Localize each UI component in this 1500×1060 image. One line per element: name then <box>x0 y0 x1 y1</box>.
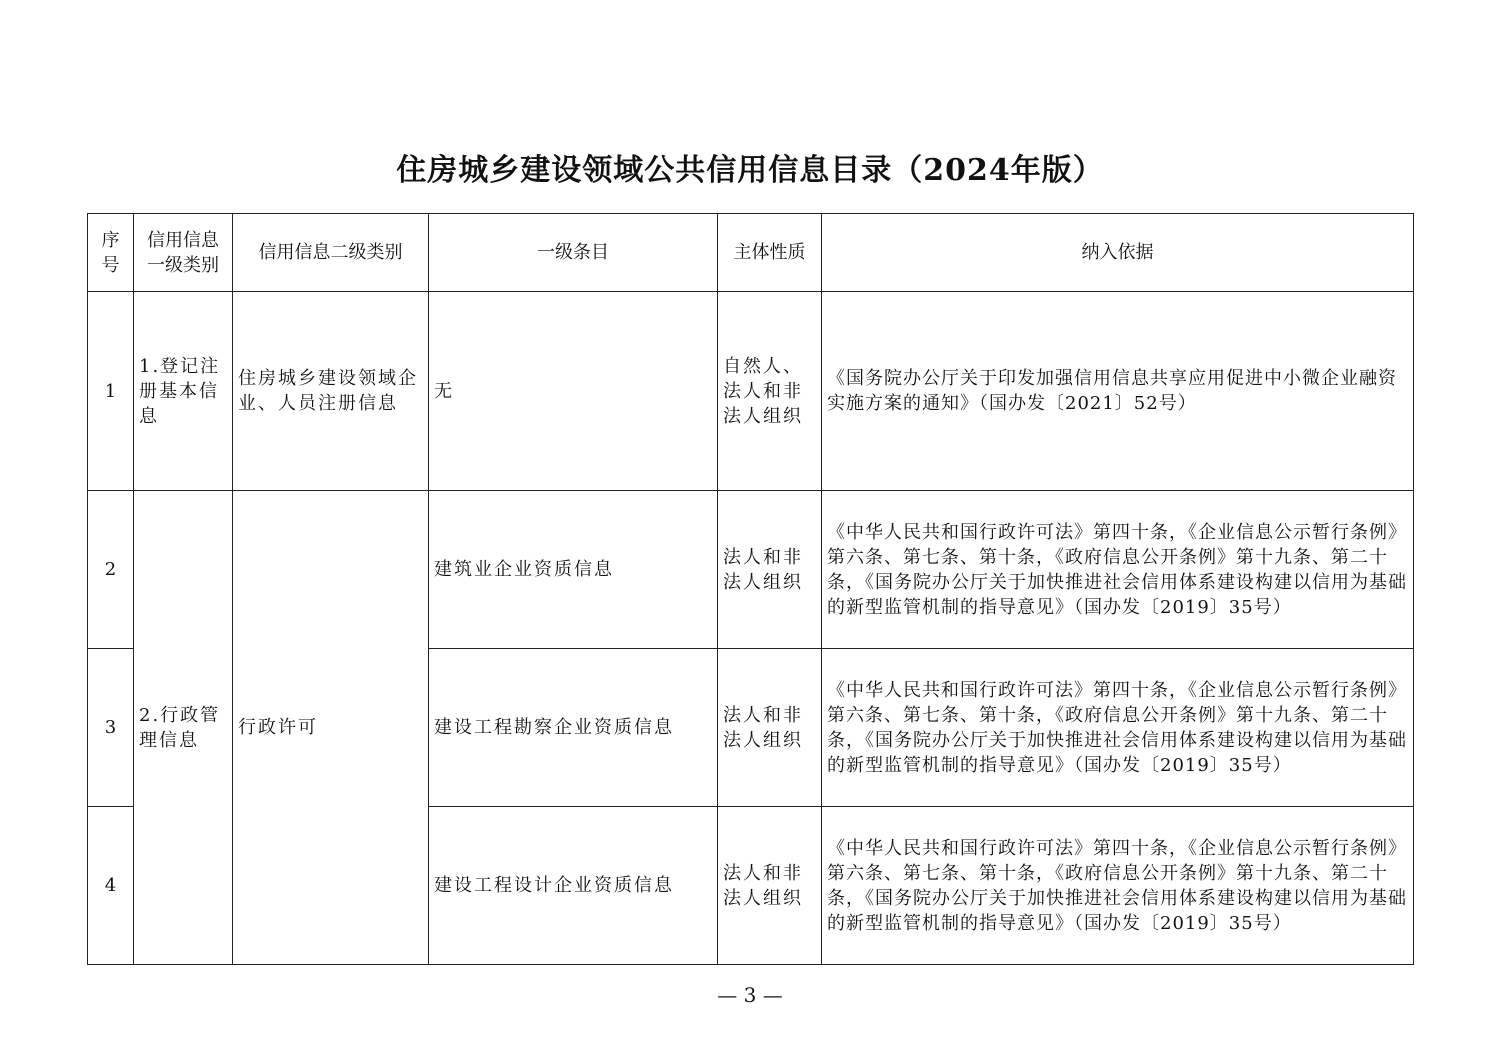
row-level1-category: 1.登记注册基本信息 <box>134 292 233 491</box>
row-item: 建设工程设计企业资质信息 <box>429 807 718 965</box>
header-seq: 序号 <box>88 214 134 292</box>
row-seq: 2 <box>88 491 134 649</box>
row-seq: 3 <box>88 649 134 807</box>
table-header-row <box>88 214 1414 292</box>
row-basis: 《中华人民共和国行政许可法》第四十条，《企业信息公示暂行条例》第六条、第七条、第十条，《政府信息公开条例》第十九条、第二十条，《国务院办公厅关于加快推进社会信用体系建设构建以信用为基础的新型监管机制的指导意见》（国办发〔2019〕35号） <box>822 649 1414 807</box>
row-level1-category: 2.行政管理信息 <box>134 491 233 965</box>
table-row <box>88 292 1414 491</box>
row-subject-nature: 自然人、法人和非法人组织 <box>718 292 822 491</box>
row-item: 无 <box>429 292 718 491</box>
header-item: 一级条目 <box>429 214 718 292</box>
row-subject-nature: 法人和非法人组织 <box>718 649 822 807</box>
header-level1-category: 信用信息一级类别 <box>134 214 233 292</box>
row-item: 建筑业企业资质信息 <box>429 491 718 649</box>
row-basis: 《国务院办公厅关于印发加强信用信息共享应用促进中小微企业融资实施方案的通知》（国办发〔2021〕52号） <box>822 292 1414 491</box>
row-level2-category: 行政许可 <box>233 491 429 965</box>
row-seq: 1 <box>88 292 134 491</box>
row-basis: 《中华人民共和国行政许可法》第四十条，《企业信息公示暂行条例》第六条、第七条、第十条，《政府信息公开条例》第十九条、第二十条，《国务院办公厅关于加快推进社会信用体系建设构建以信用为基础的新型监管机制的指导意见》（国办发〔2019〕35号） <box>822 491 1414 649</box>
row-item: 建设工程勘察企业资质信息 <box>429 649 718 807</box>
row-seq: 4 <box>88 807 134 965</box>
page-number: — 3 — <box>717 983 783 1007</box>
header-subject-nature: 主体性质 <box>718 214 822 292</box>
page-title: 住房城乡建设领域公共信用信息目录（2024年版） <box>396 153 1104 188</box>
header-level2-category: 信用信息二级类别 <box>233 214 429 292</box>
credit-info-catalog-table <box>87 213 1414 965</box>
header-basis: 纳入依据 <box>822 214 1414 292</box>
row-level2-category: 住房城乡建设领域企业、人员注册信息 <box>233 292 429 491</box>
row-basis: 《中华人民共和国行政许可法》第四十条，《企业信息公示暂行条例》第六条、第七条、第十条，《政府信息公开条例》第十九条、第二十条，《国务院办公厅关于加快推进社会信用体系建设构建以信用为基础的新型监管机制的指导意见》（国办发〔2019〕35号） <box>822 807 1414 965</box>
row-subject-nature: 法人和非法人组织 <box>718 491 822 649</box>
row-subject-nature: 法人和非法人组织 <box>718 807 822 965</box>
table-row <box>88 491 1414 649</box>
